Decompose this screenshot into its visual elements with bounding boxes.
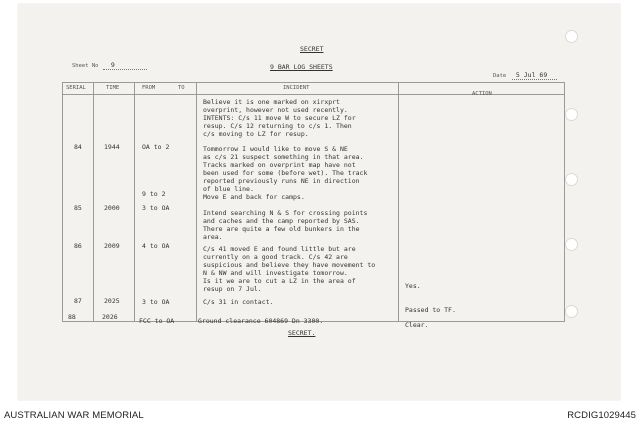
table-left-border <box>62 82 63 322</box>
column-divider <box>134 82 135 322</box>
time-cell: 2026 <box>102 313 118 321</box>
incident-line: resup on 7 Jul. <box>203 285 262 293</box>
action-cell: Clear. <box>405 321 429 329</box>
incident-line: suspicious and believe they have movement to <box>203 261 376 269</box>
time-cell: 2009 <box>104 242 120 250</box>
from-to-cell: 3 to OA <box>142 298 170 306</box>
date-label: Date <box>493 73 507 79</box>
from-column-header: FROM <box>142 85 156 91</box>
serial-cell: 87 <box>74 297 82 305</box>
punch-hole <box>565 238 578 251</box>
action-cell: Passed to TF. <box>405 306 456 314</box>
time-column-header: TIME <box>106 85 120 91</box>
incident-column-header: INCIDENT <box>283 85 310 91</box>
time-cell: 2025 <box>104 297 120 305</box>
incident-line: N & NW and will investigate tomorrow. <box>203 269 348 277</box>
column-divider <box>398 82 399 322</box>
incident-line: Move E and back for camps. <box>203 193 305 201</box>
from-to-cell: 9 to 2 <box>142 190 166 198</box>
date-field <box>512 72 557 80</box>
column-divider <box>93 82 94 322</box>
incident-line: There are quite a few old bunkers in the <box>203 225 360 233</box>
from-to-cell: OA to 2 <box>142 143 170 151</box>
incident-line: c/s moving to LZ for resup. <box>203 130 309 138</box>
incident-line: Ground clearance 604869 Dn 3300. <box>198 317 324 325</box>
incident-line: C/s 31 in contact. <box>203 298 274 306</box>
serial-column-header: SERIAL <box>66 85 86 91</box>
incident-line: Tracks marked on overprint map have not <box>203 161 356 169</box>
incident-line: overprint, however not used recently. <box>203 106 348 114</box>
incident-line: area. <box>203 233 223 241</box>
incident-line: as c/s 21 suspect something in that area. <box>203 153 364 161</box>
incident-line: been used for some (before wet). The track <box>203 169 368 177</box>
from-to-cell: 4 to OA <box>142 242 170 250</box>
serial-cell: 86 <box>74 242 82 250</box>
bottom-security-classification: SECRET. <box>288 329 316 337</box>
punch-hole <box>565 30 578 43</box>
table-top-border <box>62 82 564 83</box>
serial-cell: 88 <box>68 313 76 321</box>
incident-line: and caches and the camp reported by SAS. <box>203 217 360 225</box>
serial-cell: 84 <box>74 143 82 151</box>
archive-reference: RCDIG1029445 <box>567 410 636 421</box>
time-cell: 1944 <box>104 143 120 151</box>
action-cell: Yes. <box>405 282 421 290</box>
incident-line: reported previously runs NE in direction <box>203 177 360 185</box>
to-column-header: TO <box>178 85 185 91</box>
archive-credit: AUSTRALIAN WAR MEMORIAL <box>4 410 144 421</box>
incident-line: Believe it is one marked on xirxprt <box>203 98 340 106</box>
column-divider <box>196 82 197 322</box>
date-value: 5 Jul 69 <box>515 71 548 79</box>
security-classification: SECRET <box>300 45 324 53</box>
action-column-header: ACTION <box>472 91 492 97</box>
sheet-number-label: Sheet No <box>72 63 99 69</box>
punch-hole <box>565 173 578 186</box>
incident-line: resup. C/s 12 returning to c/s 1. Then <box>203 122 352 130</box>
punch-hole <box>565 108 578 121</box>
incident-line: currently on a good track. C/s 42 are <box>203 253 348 261</box>
incident-line: INTENTS: C/s 11 move W to secure LZ for <box>203 114 356 122</box>
sheet-number-value: 9 <box>110 61 115 69</box>
log-sheet-title: 9 BAR LOG SHEETS <box>270 63 333 71</box>
serial-cell: 85 <box>74 204 82 212</box>
incident-line: Intend searching N & S for crossing points <box>203 209 368 217</box>
punch-hole <box>565 305 578 318</box>
from-to-cell: FCC to OA <box>139 317 175 325</box>
incident-line: C/s 41 moved E and found little but are <box>203 245 356 253</box>
incident-line: Is it we are to cut a LZ in the area of <box>203 277 356 285</box>
sheet-number-field <box>103 62 147 70</box>
incident-line: of blue line. <box>203 185 254 193</box>
from-to-cell: 3 to OA <box>142 204 170 212</box>
time-cell: 2000 <box>104 204 120 212</box>
table-right-border <box>564 82 565 322</box>
incident-line: Tommorrow I would like to move S & NE <box>203 145 348 153</box>
